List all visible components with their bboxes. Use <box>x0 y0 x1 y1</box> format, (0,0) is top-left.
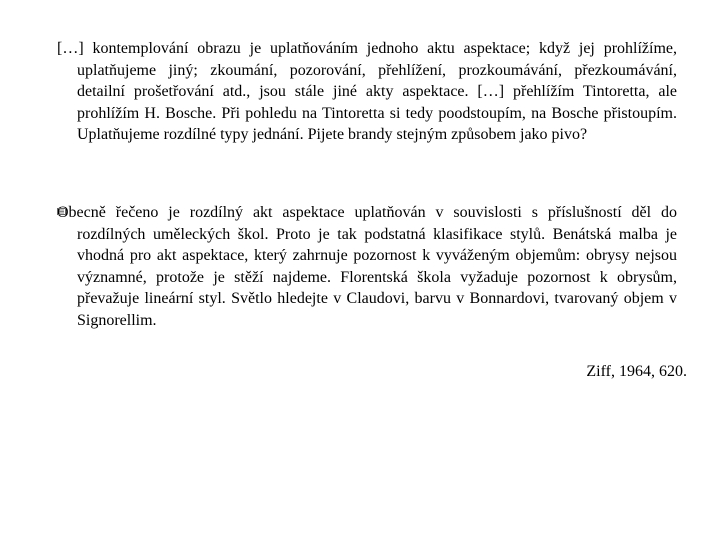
quote-paragraph-1-text: […] kontemplování obrazu je uplatňováním jednoho aktu aspektace; když jej prohlížíme, uplatňujeme jiný; zkoumání, pozorování, přehlížení, prozkoumávání, přezkoumávání, detailní prošetřování atd., jsou stále jiné akty aspektace. […] přehlížím Tintoretta, ale prohlížím H. Bosche. Při pohledu na Tintoretta si tedy poodstoupím, na Bosche přistoupím. Uplatňujeme rozdílné typy jednání. Pijete brandy stejným způsobem jako pivo? <box>57 40 677 143</box>
citation: Ziff, 1964, 620. <box>586 363 687 380</box>
quote-paragraph-2-text: Obecně řečeno je rozdílný akt aspektace uplatňován v souvislosti s příslušností děl do rozdílných uměleckých škol. Proto je tak podstatná klasifikace stylů. Benátská malba je vhodná pro akt aspektace, který zahrnuje pozornost k vyváženým objemům: obrysy nejsou významné, protože je stěží najdeme. Florentská škola vyžaduje pozornost k obrysům, převažuje lineární styl. Světlo hledejte v Claudovi, barvu v Bonnardovi, tvarovaný objem v Signorellim. <box>57 204 677 329</box>
square-bullet-icon <box>57 208 66 215</box>
quote-paragraph-1 <box>57 38 677 146</box>
quote-paragraph-2 <box>57 202 677 331</box>
